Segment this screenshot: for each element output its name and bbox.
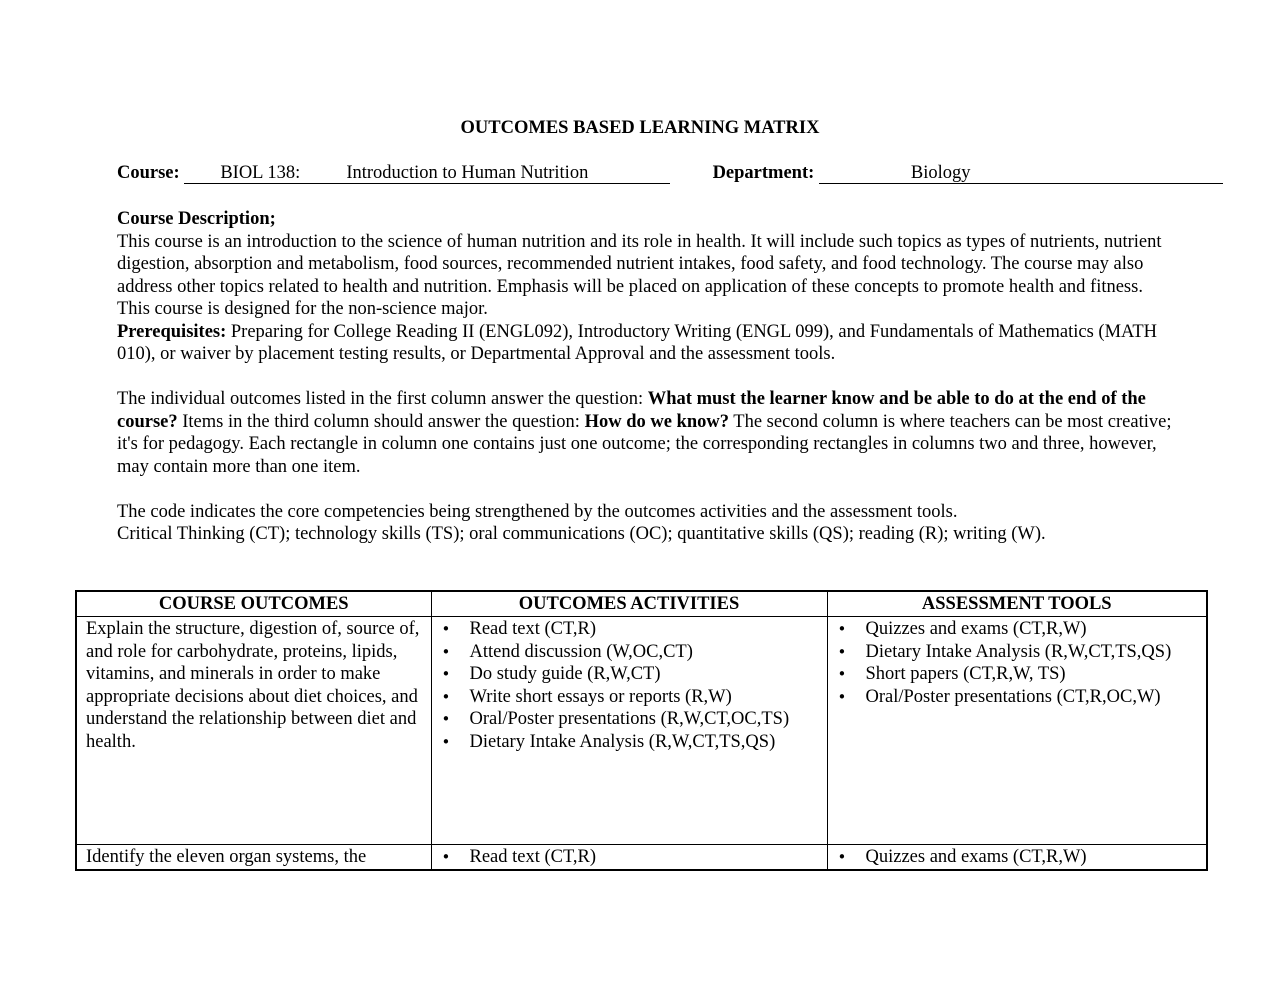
list-item: • Dietary Intake Analysis (R,W,CT,TS,QS): [432, 731, 827, 754]
prerequisites-label: Prerequisites:: [117, 321, 227, 342]
table-row: [76, 845, 1207, 870]
page-title: OUTCOMES BASED LEARNING MATRIX: [460, 118, 820, 138]
course-description-section: [117, 208, 1177, 546]
header-assessment-tools: ASSESSMENT TOOLS: [827, 591, 1207, 617]
prerequisites-text: Preparing for College Reading II (ENGL092), Introductory Writing (ENGL 099), and Fundamentals of Mathematics (MATH 010), or waiver by placement testing results, or Departmental Approval and the assessment tools.: [117, 321, 1157, 364]
outcome-cell: Identify the eleven organ systems, the: [76, 845, 431, 870]
list-item: • Write short essays or reports (R,W): [432, 686, 827, 709]
code-explanation: The code indicates the core competencies being strengthened by the outcomes activities and the assessment tools.: [117, 501, 958, 522]
code-legend: Critical Thinking (CT); technology skills (TS); oral communications (OC); quantitative skills (QS); reading (R); writing (W).: [117, 524, 1046, 544]
outcomes-matrix-table: [75, 590, 1208, 871]
list-item: • Quizzes and exams (CT,R,W): [828, 846, 1207, 869]
outcome-cell: Explain the structure, digestion of, source of, and role for carbohydrate, proteins, lipids, vitamins, and minerals in order to make appropriate decisions about diet choices, and understand the relationship between diet and health.: [76, 617, 431, 845]
instructions-paragraph: [117, 388, 1177, 478]
header-outcomes-activities: OUTCOMES ACTIVITIES: [431, 591, 827, 617]
list-item: • Attend discussion (W,OC,CT): [432, 641, 827, 664]
course-name: Introduction to Human Nutrition: [346, 163, 589, 183]
instructions-part2: Items in the third column should answer the question:: [177, 411, 585, 432]
course-field: [184, 164, 670, 184]
description-heading: Course Description;: [117, 209, 276, 229]
list-item: • Oral/Poster presentations (CT,R,OC,W): [828, 686, 1207, 709]
department-label: Department:: [712, 163, 815, 183]
department-value: Biology: [910, 163, 971, 183]
instructions-question-1: What must the learner know and be able to do at the end of the course?: [117, 389, 1146, 432]
table-header-row: [76, 591, 1207, 617]
course-code: BIOL 138:: [220, 163, 301, 183]
department-field: [819, 164, 1223, 184]
instructions-question-2: How do we know?: [584, 411, 729, 432]
assessments-cell: [827, 845, 1207, 870]
list-item: • Read text (CT,R): [432, 846, 827, 869]
table-row: [76, 617, 1207, 845]
activities-cell: [431, 617, 827, 845]
instructions-part3: The second column is where teachers can be most creative; it's for pedagogy. Each rectangle in column one contains just one outcome; the corresponding rectangles in columns two and three, however, may contain more than one item.: [117, 411, 1172, 477]
prerequisites-paragraph: [117, 321, 1177, 366]
course-info-line: [117, 163, 1162, 187]
list-item: • Short papers (CT,R,W, TS): [828, 663, 1207, 686]
activities-cell: [431, 845, 827, 870]
description-text: This course is an introduction to the science of human nutrition and its role in health. It will include such topics as types of nutrients, nutrient digestion, absorption and metabolism, food sources, recommended nutrient intakes, food safety, and food technology. The course may also address other topics related to health and nutrition. Emphasis will be placed on application of these concepts to promote health and fitness. This course is designed for the non-science major.: [117, 231, 1162, 319]
list-item: • Dietary Intake Analysis (R,W,CT,TS,QS): [828, 641, 1207, 664]
assessments-cell: [827, 617, 1207, 845]
instructions-part1: The individual outcomes listed in the first column answer the question:: [117, 389, 648, 409]
list-item: • Read text (CT,R): [432, 618, 827, 641]
course-label: Course:: [117, 163, 180, 183]
header-course-outcomes: COURSE OUTCOMES: [76, 591, 431, 617]
list-item: • Do study guide (R,W,CT): [432, 663, 827, 686]
list-item: • Quizzes and exams (CT,R,W): [828, 618, 1207, 641]
list-item: • Oral/Poster presentations (R,W,CT,OC,TS): [432, 708, 827, 731]
